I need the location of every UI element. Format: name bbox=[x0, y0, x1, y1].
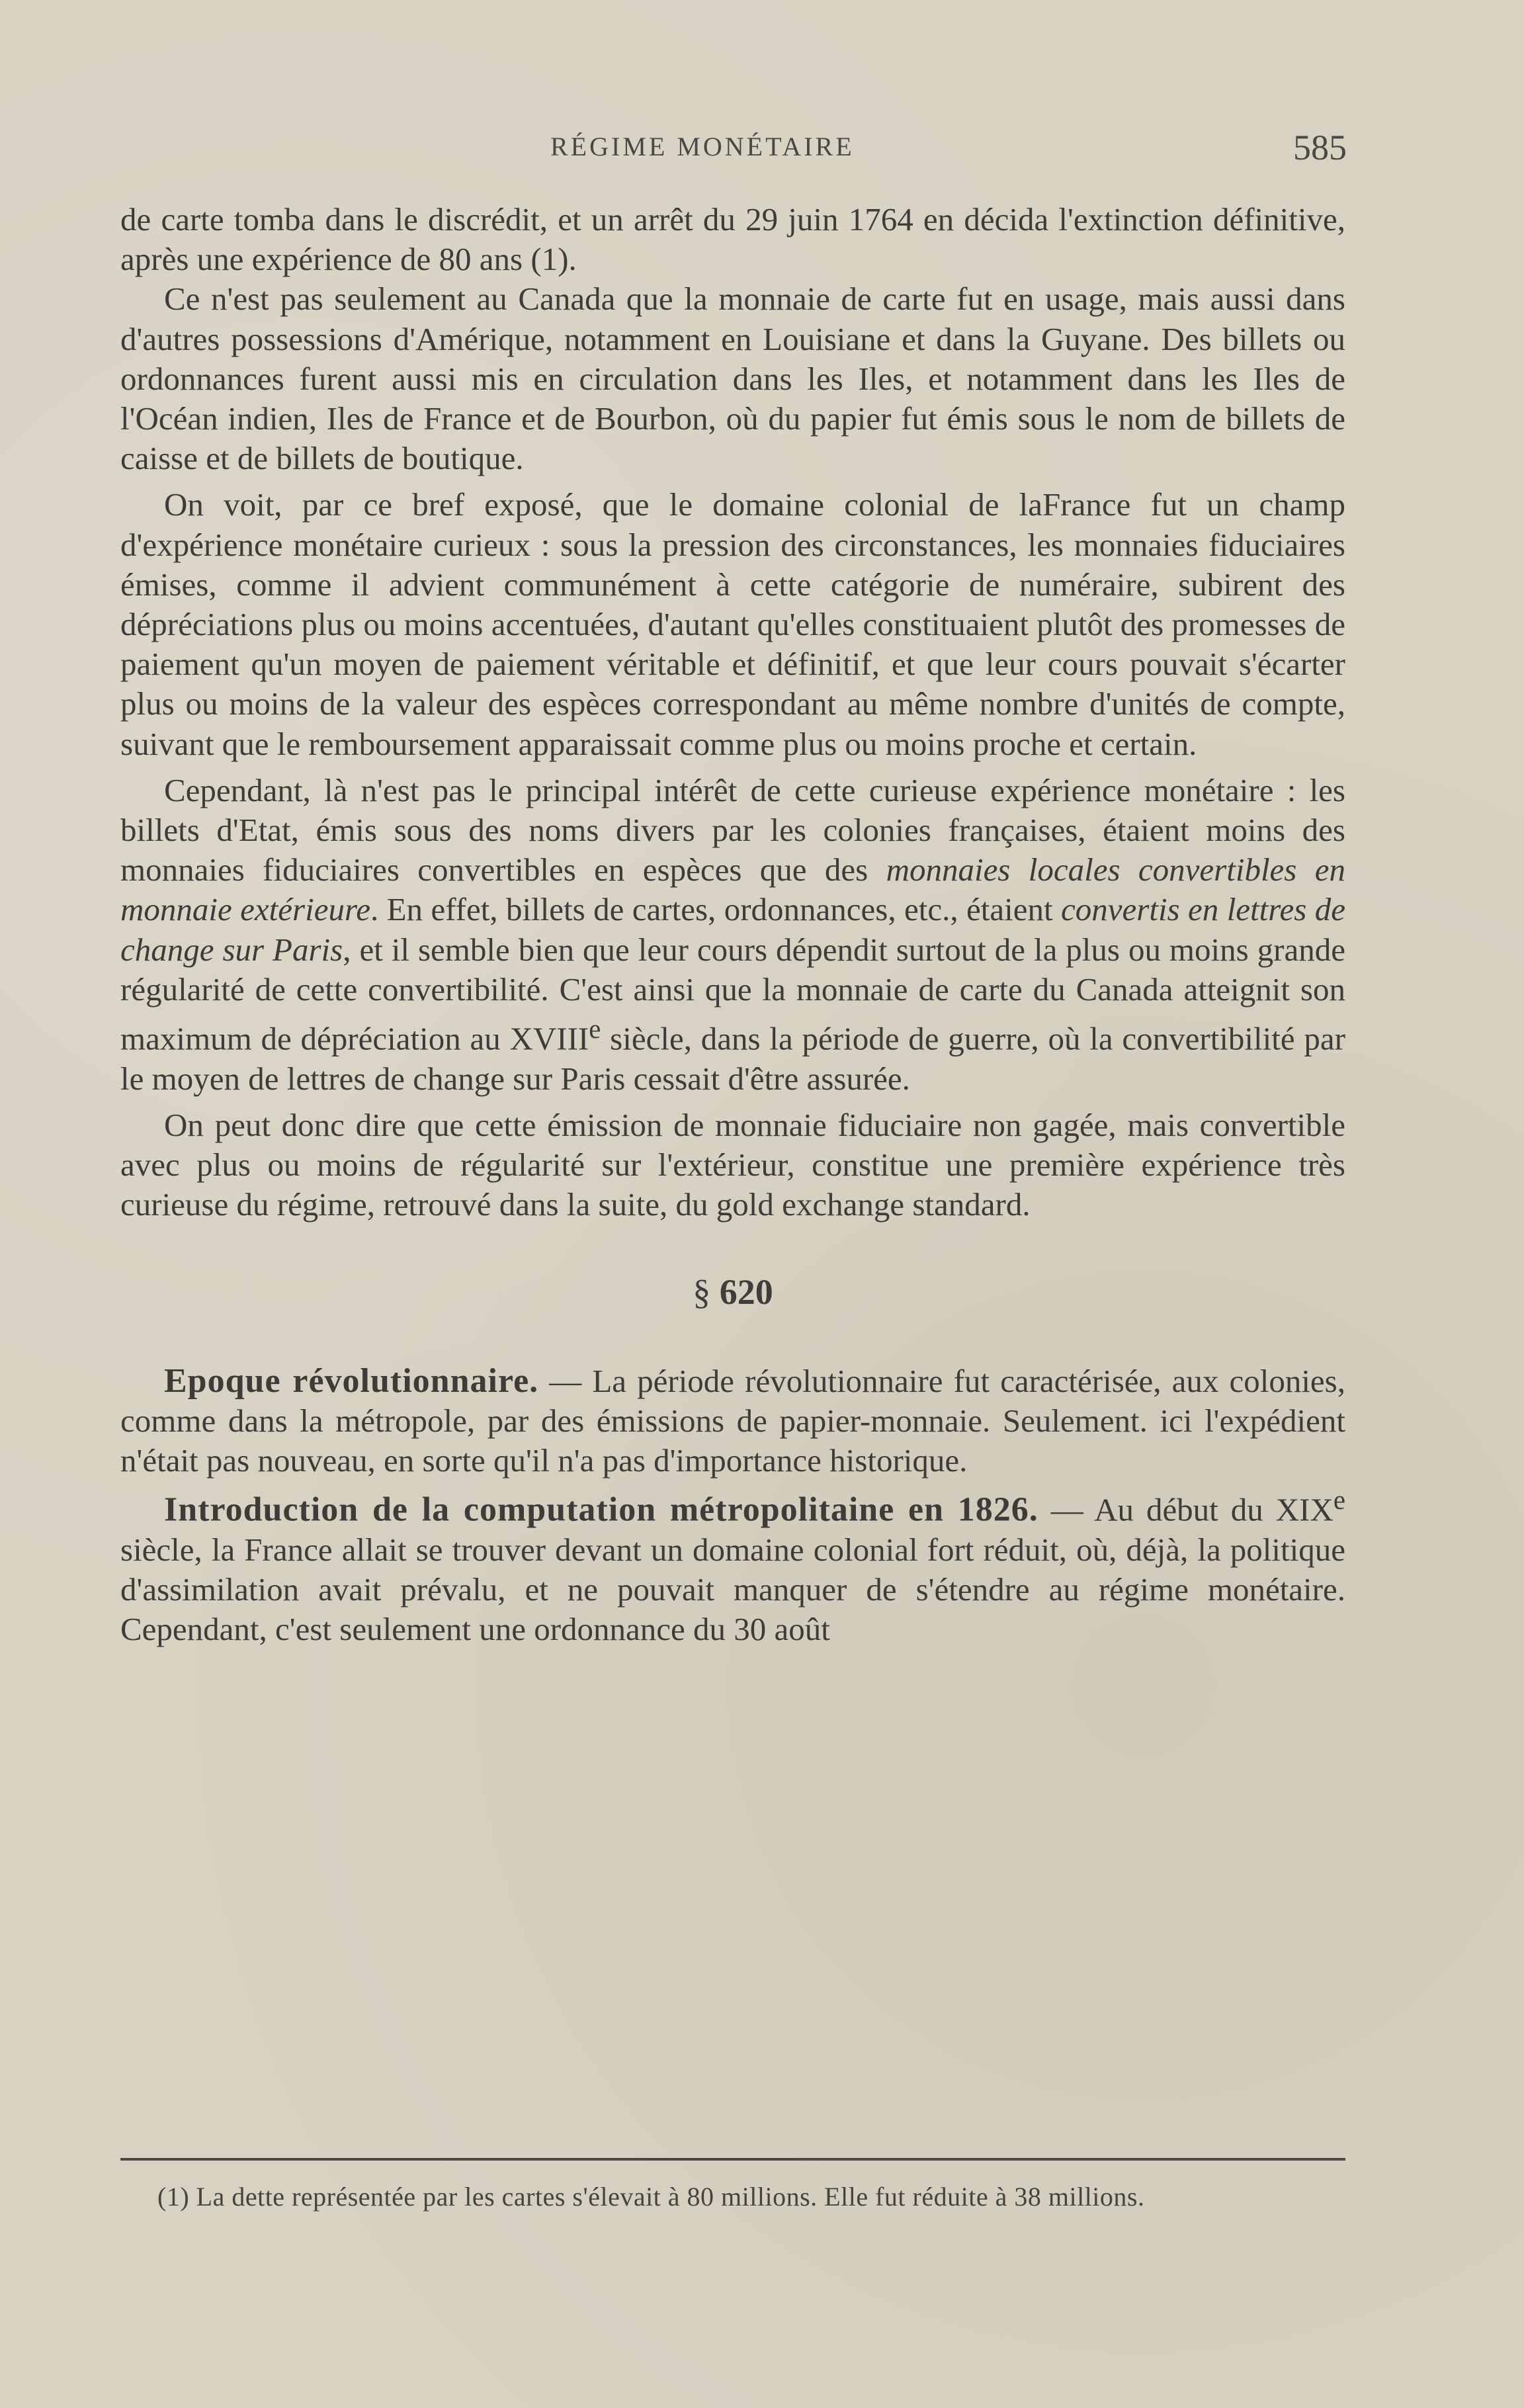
paragraph-4 bbox=[120, 771, 1345, 1099]
footnote-text: (1) La dette représentée par les cartes s'élevait à 80 millions. Elle fut réduite à 38 millions. bbox=[157, 2182, 1145, 2212]
paragraph-5: On peut donc dire que cette émission de monnaie fiduciaire non gagée, mais convertible avec plus ou moins de régularité sur l'extérieur, constitue une première expérience très curieuse du régime, retrouvé dans la suite, du gold exchange standard. bbox=[120, 1106, 1345, 1223]
paragraph-4-part-b: . En effet, billets de cartes, ordonnances, etc., étaient bbox=[370, 891, 1062, 928]
paragraph-4-part-c: , et il semble bien que leur cours dépendit surtout de la plus ou moins grande régularité de cette convertibilité. C'est ainsi que la monnaie de carte du Canada atteignit son maximum de dépréciation au XVIII bbox=[120, 931, 1345, 1057]
running-title: RÉGIME MONÉTAIRE bbox=[550, 132, 855, 161]
paragraph-4-superscript: e bbox=[589, 1014, 601, 1045]
paragraph-4-part-a: Cependant, là n'est pas le principal intérêt de cette curieuse expérience monétaire : les billets d'Etat, émis sous des noms divers par les colonies françaises, étaient moins des monnaies fiduciaires convertibles en espèces que des bbox=[120, 771, 1345, 888]
paragraph-epoque bbox=[120, 1361, 1345, 1481]
introduction-part-b: siècle, la France allait se trouver devant un domaine colonial fort réduit, où, déjà, la politique d'assimilation avait prévalu, et ne pouvait manquer de s'étendre au régime monétaire. Cependant, c'est seulement une ordonnance du 30 août bbox=[120, 1531, 1345, 1648]
section-symbol: § bbox=[693, 1272, 711, 1312]
paragraph-4-italic-a: monnaies locales convertibles en monnaie extérieure bbox=[120, 851, 1345, 928]
body-text bbox=[120, 200, 1345, 1649]
section-number: 620 bbox=[719, 1272, 773, 1312]
paragraph-4-italic-b: convertis en lettres de change sur Paris bbox=[120, 891, 1346, 968]
paragraph-introduction bbox=[120, 1481, 1345, 1649]
epoque-text: La période révolutionnaire fut caractérisée, aux colonies, comme dans la métropole, par des émissions de papier-monnaie. Seulement. ici l'expédient n'était pas nouveau, en sorte qu'il n'a pas d'importance historique. bbox=[120, 1362, 1345, 1479]
paragraph-2: Ce n'est pas seulement au Canada que la monnaie de carte fut en usage, mais aussi dans d'autres possessions d'Amérique, notamment en Louisiane et dans la Guyane. Des billets ou ordonnances furent aussi mis en circulation dans les Iles, et notamment dans les Iles de l'Océan indien, Iles de France et de Bourbon, où du papier fut émis sous le nom de billets de caisse et de billets de boutique. bbox=[120, 280, 1345, 477]
introduction-dash: — bbox=[1038, 1491, 1095, 1528]
page-number: 585 bbox=[1293, 128, 1347, 167]
introduction-heading: Introduction de la computation métropolitaine en 1826. bbox=[164, 1490, 1038, 1529]
footnote bbox=[120, 2180, 1345, 2214]
introduction-part-a: Au début du XIX bbox=[1094, 1491, 1334, 1528]
paragraph-3: On voit, par ce bref exposé, que le domaine colonial de laFrance fut un champ d'expérience monétaire curieux : sous la pression des circonstances, les monnaies fiduciaires émises, comme il advient communément à cette catégorie de numéraire, subirent des dépréciations plus ou moins accentuées, d'autant qu'elles constituaient plutôt des promesses de paiement qu'un moyen de paiement véritable et définitif, et que leur cours pouvait s'écarter plus ou moins de la valeur des espèces correspondant au même nombre d'unités de compte, suivant que le remboursement apparaissait comme plus ou moins proche et certain. bbox=[120, 486, 1345, 762]
introduction-superscript: e bbox=[1333, 1485, 1345, 1516]
epoque-dash: — bbox=[538, 1362, 593, 1399]
page-header bbox=[120, 128, 1347, 171]
paragraph-1: de carte tomba dans le discrédit, et un arrêt du 29 juin 1764 en décida l'extinction définitive, après une expérience de 80 ans (1). bbox=[120, 201, 1345, 278]
paragraph-4-part-d: siècle, dans la période de guerre, où la convertibilité par le moyen de lettres de change sur Paris cessait d'être assurée. bbox=[120, 1020, 1345, 1097]
epoque-heading: Epoque révolutionnaire. bbox=[164, 1361, 539, 1400]
footnote-divider bbox=[120, 2158, 1345, 2161]
section-heading bbox=[120, 1272, 1345, 1312]
